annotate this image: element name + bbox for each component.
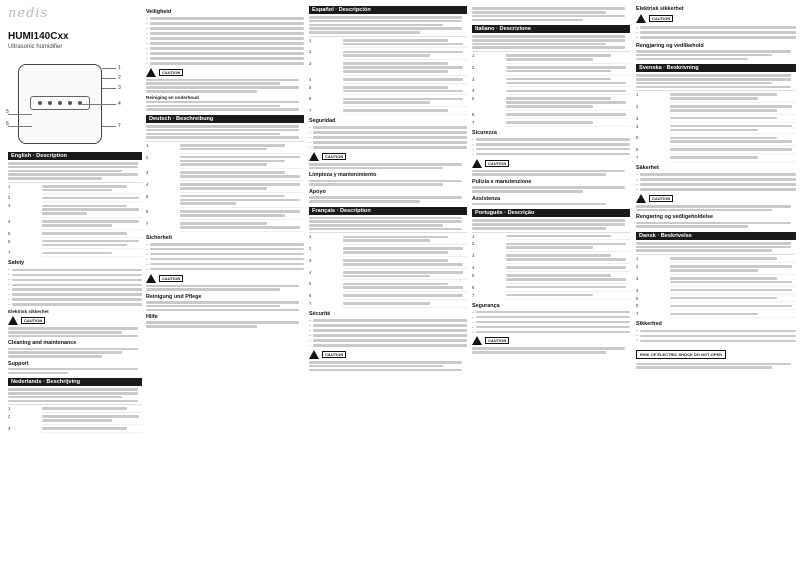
column-3: Español · Descripción 1 2 3 4 5 6 7 Seguridad – – – – – CAUTION Limpieza y mantenimiento Apoyo Français · Description 1 2 3 4 5 6 7 Sécurité – – – – – – CAUTION bbox=[309, 6, 467, 372]
spec-table: 1 2 3 4 5 6 7 bbox=[8, 182, 142, 258]
indicator-dot bbox=[58, 101, 62, 105]
column-1: nedis HUMI140Cxx Ultrasonic humidifier 1 2 3 4 5 6 7 English · Description 1 2 3 4 5 6 7 Safety – – – – – – – – Elektrisk sikkerhet CAUTION Cleaning and maintenance Support Nederlands · Beschrijving 1 2 3 bbox=[8, 6, 142, 435]
heading-reinigung: Reinigung und Pflege bbox=[146, 293, 202, 300]
caution-symbol: CAUTION bbox=[8, 316, 142, 325]
section-header-portuguese: Português · Descrição bbox=[472, 209, 630, 217]
caution-symbol: CAUTION bbox=[146, 68, 304, 77]
heading-assistenza: Assistenza bbox=[472, 195, 501, 202]
column-4: Italiano · Descrizione 1 2 3 4 5 6 7 Sicurezza – – – – CAUTION Pulizia e manutenzione Assistenza Português · Descrição 1 2 3 4 5 6 7 Segurança – – – – – CAUTION bbox=[472, 6, 630, 355]
section-header-german: Deutsch · Beschreibung bbox=[146, 115, 304, 123]
warning-triangle-icon bbox=[636, 14, 646, 23]
section-header-swedish: Svenska · Beskrivning bbox=[636, 64, 796, 72]
warning-triangle-icon bbox=[309, 152, 319, 161]
model-number: HUMI140Cxx bbox=[8, 31, 69, 42]
warning-triangle-icon bbox=[309, 350, 319, 359]
section-header-italian: Italiano · Descrizione bbox=[472, 25, 630, 33]
section-header-dutch: Nederlands · Beschrijving bbox=[8, 378, 142, 386]
spec-table: 1 2 3 4 5 6 7 bbox=[146, 141, 304, 232]
heading-hilfe: Hilfe bbox=[146, 314, 158, 321]
caution-symbol: CAUTION bbox=[636, 194, 796, 203]
heading-safety: Safety bbox=[8, 260, 25, 267]
callout-number: 3 bbox=[118, 85, 121, 91]
spec-table: 1 2 3 4 5 6 7 bbox=[472, 232, 630, 300]
heading-reiniging: Reiniging en onderhoud bbox=[146, 94, 199, 100]
heading-sakerhet: Säkerhet bbox=[636, 165, 659, 172]
spec-table: 1 2 3 bbox=[8, 404, 142, 433]
section-header-english: English · Description bbox=[8, 152, 142, 160]
brand-logo: nedis bbox=[8, 6, 49, 21]
spec-table: 1 2 3 4 5 6 7 bbox=[636, 254, 796, 318]
heading-cleaning: Cleaning and maintenance bbox=[8, 340, 77, 347]
warning-triangle-icon bbox=[636, 194, 646, 203]
spec-table: 1 2 3 4 5 6 7 bbox=[636, 90, 796, 162]
indicator-dot bbox=[38, 101, 42, 105]
product-subtitle: Ultrasonic humidifier bbox=[8, 44, 63, 50]
callout-number: 2 bbox=[118, 75, 121, 81]
spec-table: 1 2 3 4 5 6 7 bbox=[472, 51, 630, 127]
section-header-danish: Dansk · Beskrivelse bbox=[636, 232, 796, 240]
callout-number: 5 bbox=[6, 109, 9, 115]
heading-limpieza: Limpieza y mantenimiento bbox=[309, 172, 377, 179]
heading-veiligheid: Veiligheid bbox=[146, 9, 172, 15]
heading-electrical-safety: Elektrisk sikkerhet bbox=[8, 309, 49, 315]
callout-line bbox=[102, 68, 116, 69]
indicator-dot bbox=[68, 101, 72, 105]
callout-number: 6 bbox=[6, 121, 9, 127]
callout-number: 1 bbox=[118, 65, 121, 71]
heading-sicherheit: Sicherheit bbox=[146, 234, 173, 241]
warning-triangle-icon bbox=[472, 336, 482, 345]
caution-symbol: CAUTION bbox=[309, 152, 467, 161]
caution-symbol: CAUTION bbox=[472, 336, 630, 345]
callout-line bbox=[102, 78, 116, 79]
heading-support: Support bbox=[8, 360, 29, 367]
heading-sicurezza: Sicurezza bbox=[472, 129, 497, 136]
heading-apoyo: Apoyo bbox=[309, 188, 326, 195]
callout-number: 7 bbox=[118, 123, 121, 129]
caution-symbol: CAUTION bbox=[472, 159, 630, 168]
electric-shock-warning: RISK OF ELECTRIC SHOCK DO NOT OPEN bbox=[636, 350, 726, 359]
heading-sikkerhed: Sikkerhed bbox=[636, 321, 662, 328]
humidifier-illustration bbox=[8, 56, 128, 148]
heading-rengjoring: Rengjøring og vedlikehold bbox=[636, 42, 704, 49]
column-2: Veiligheid – – – – – – – – – – CAUTION Reiniging en onderhoud Deutsch · Beschreibung 1 2 3 4 5 6 7 Sicherheit – – – – – – CAUTION Reinigung und Pflege Hilfe bbox=[146, 6, 304, 329]
callout-line bbox=[102, 126, 116, 127]
caution-symbol: CAUTION bbox=[636, 14, 796, 23]
callout-line bbox=[8, 126, 32, 127]
callout-line bbox=[82, 104, 116, 105]
spec-table: 1 2 3 4 5 6 7 bbox=[309, 232, 467, 308]
indicator-dot bbox=[48, 101, 52, 105]
callout-line bbox=[102, 88, 116, 89]
warning-triangle-icon bbox=[146, 68, 156, 77]
heading-seguridad: Seguridad bbox=[309, 118, 336, 125]
spec-table: 1 2 3 4 5 6 7 bbox=[309, 36, 467, 115]
heading-elektrisk-sikkerhet: Elektrisk sikkerhet bbox=[636, 6, 684, 12]
caution-symbol: CAUTION bbox=[146, 274, 304, 283]
column-5: Elektrisk sikkerhet CAUTION – – – Rengjøring og vedlikehold Svenska · Beskrivning 1 2 3 4 5 6 7 Säkerhet – – – – CAUTION Rengøring og vedligeholdelse Dansk · Beskrivelse 1 2 3 4 5 6 7 Sikkerhed – – – RISK OF ELECTRIC SHOCK DO NOT OPEN bbox=[636, 6, 796, 370]
section-header-french: Français · Description bbox=[309, 207, 467, 215]
heading-seguranca: Segurança bbox=[472, 302, 500, 309]
warning-triangle-icon bbox=[8, 316, 18, 325]
caution-symbol: CAUTION bbox=[309, 350, 467, 359]
heading-rengoring: Rengøring og vedligeholdelse bbox=[636, 214, 713, 221]
callout-number: 4 bbox=[118, 101, 121, 107]
heading-pulizia: Pulizia e manutenzione bbox=[472, 179, 532, 185]
warning-triangle-icon bbox=[146, 274, 156, 283]
heading-securite: Sécurité bbox=[309, 311, 331, 318]
callout-line bbox=[8, 114, 32, 115]
section-header-spanish: Español · Descripción bbox=[309, 6, 467, 14]
warning-triangle-icon bbox=[472, 159, 482, 168]
